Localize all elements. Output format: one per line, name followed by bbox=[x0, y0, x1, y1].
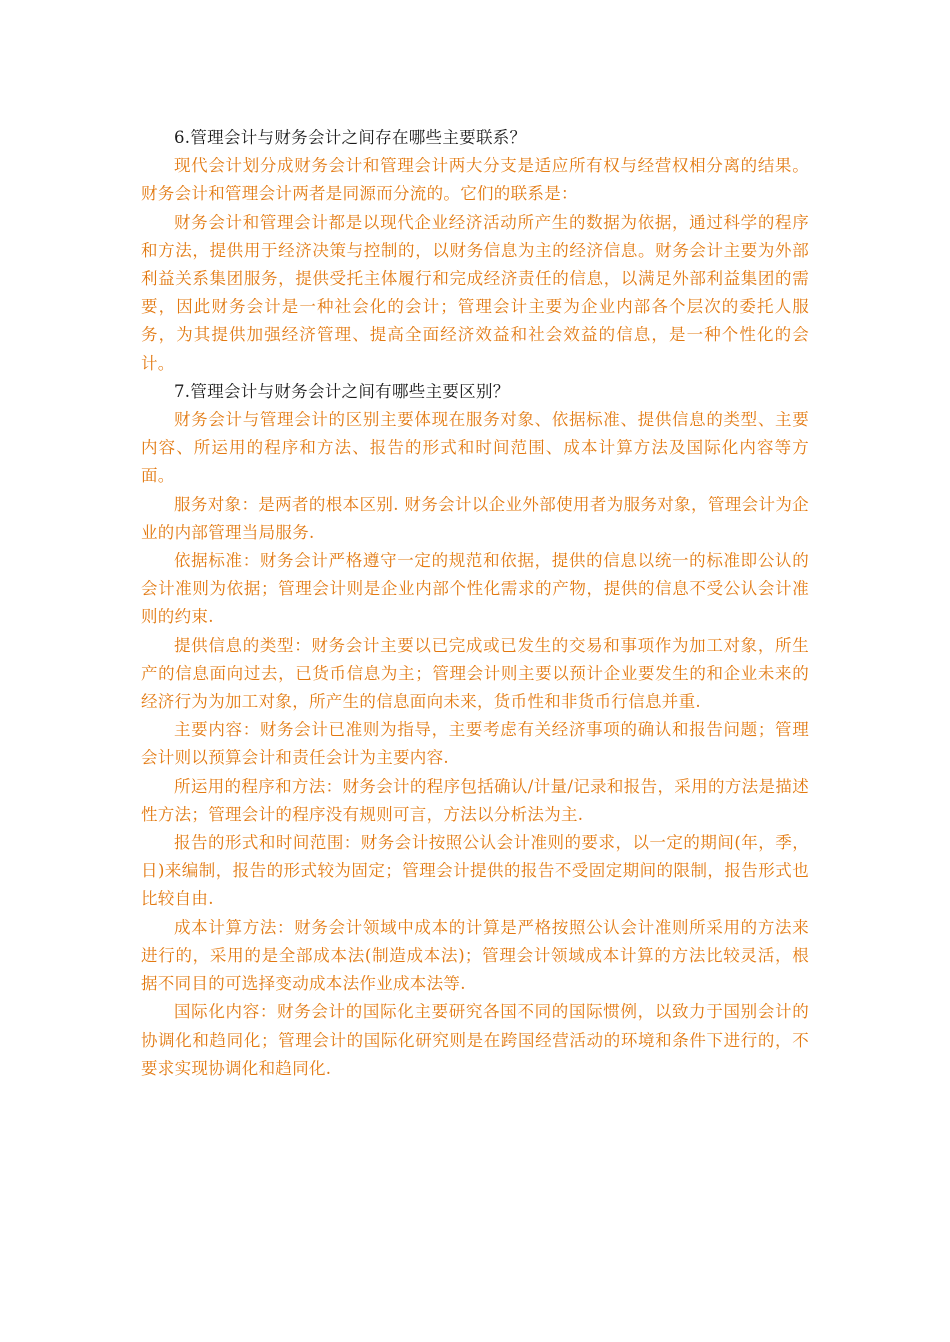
answer-paragraph: 成本计算方法：财务会计领域中成本的计算是严格按照公认会计准则所采用的方法来进行的，采用的是全部成本法(制造成本法)；管理会计领域成本计算的方法比较灵活，根据不同目的可选择变动成本法作业成本法等. bbox=[141, 917, 809, 994]
answer-paragraph: 所运用的程序和方法：财务会计的程序包括确认/计量/记录和报告，采用的方法是描述性方法；管理会计的程序没有规则可言，方法以分析法为主. bbox=[141, 776, 809, 824]
answer-paragraph: 提供信息的类型：财务会计主要以已完成或已发生的交易和事项作为加工对象，所生产的信息面向过去，已货币信息为主；管理会计则主要以预计企业要发生的和企业未来的经济行为为加工对象，所产生的信息面向未来，货币性和非货币行信息并重. bbox=[141, 635, 809, 712]
answer-paragraph: 财务会计与管理会计的区别主要体现在服务对象、依据标准、提供信息的类型、主要内容、所运用的程序和方法、报告的形式和时间范围、成本计算方法及国际化内容等方面。 bbox=[141, 410, 809, 486]
answer-paragraph: 现代会计划分成财务会计和管理会计两大分支是适应所有权与经营权相分离的结果。财务会计和管理会计两者是同源而分流的。它们的联系是： bbox=[141, 156, 809, 204]
answer-paragraph: 服务对象：是两者的根本区别. 财务会计以企业外部使用者为服务对象，管理会计为企业的内部管理当局服务. bbox=[141, 494, 809, 542]
question-heading: 6.管理会计与财务会计之间存在哪些主要联系？ bbox=[174, 128, 527, 147]
question-heading: 7.管理会计与财务会计之间有哪些主要区别？ bbox=[174, 381, 510, 401]
answer-paragraph: 依据标准：财务会计严格遵守一定的规范和依据，提供的信息以统一的标准即公认的会计准则为依据；管理会计则是企业内部个性化需求的产物，提供的信息不受公认会计准则的约束. bbox=[141, 551, 809, 627]
answer-paragraph: 国际化内容：财务会计的国际化主要研究各国不同的国际惯例，以致力于国别会计的协调化和趋同化；管理会计的国际化研究则是在跨国经营活动的环境和条件下进行的，不要求实现协调化和趋同化. bbox=[141, 1002, 809, 1078]
answer-paragraph: 主要内容：财务会计已准则为指导，主要考虑有关经济事项的确认和报告问题；管理会计则以预算会计和责任会计为主要内容. bbox=[141, 720, 809, 768]
answer-paragraph: 报告的形式和时间范围：财务会计按照公认会计准则的要求，以一定的期间(年，季，日)来编制，报告的形式较为固定；管理会计提供的报告不受固定期间的限制，报告形式也比较自由. bbox=[141, 833, 809, 909]
document-body bbox=[141, 124, 809, 1083]
answer-paragraph: 财务会计和管理会计都是以现代企业经济活动所产生的数据为依据，通过科学的程序和方法，提供用于经济决策与控制的，以财务信息为主的经济信息。财务会计主要为外部利益关系集团服务，提供受托主体履行和完成经济责任的信息，以满足外部利益集团的需要，因此财务会计是一种社会化的会计；管理会计主要为企业内部各个层次的委托人服务，为其提供加强经济管理、提高全面经济效益和社会效益的信息，是一种个性化的会计。 bbox=[141, 212, 809, 373]
